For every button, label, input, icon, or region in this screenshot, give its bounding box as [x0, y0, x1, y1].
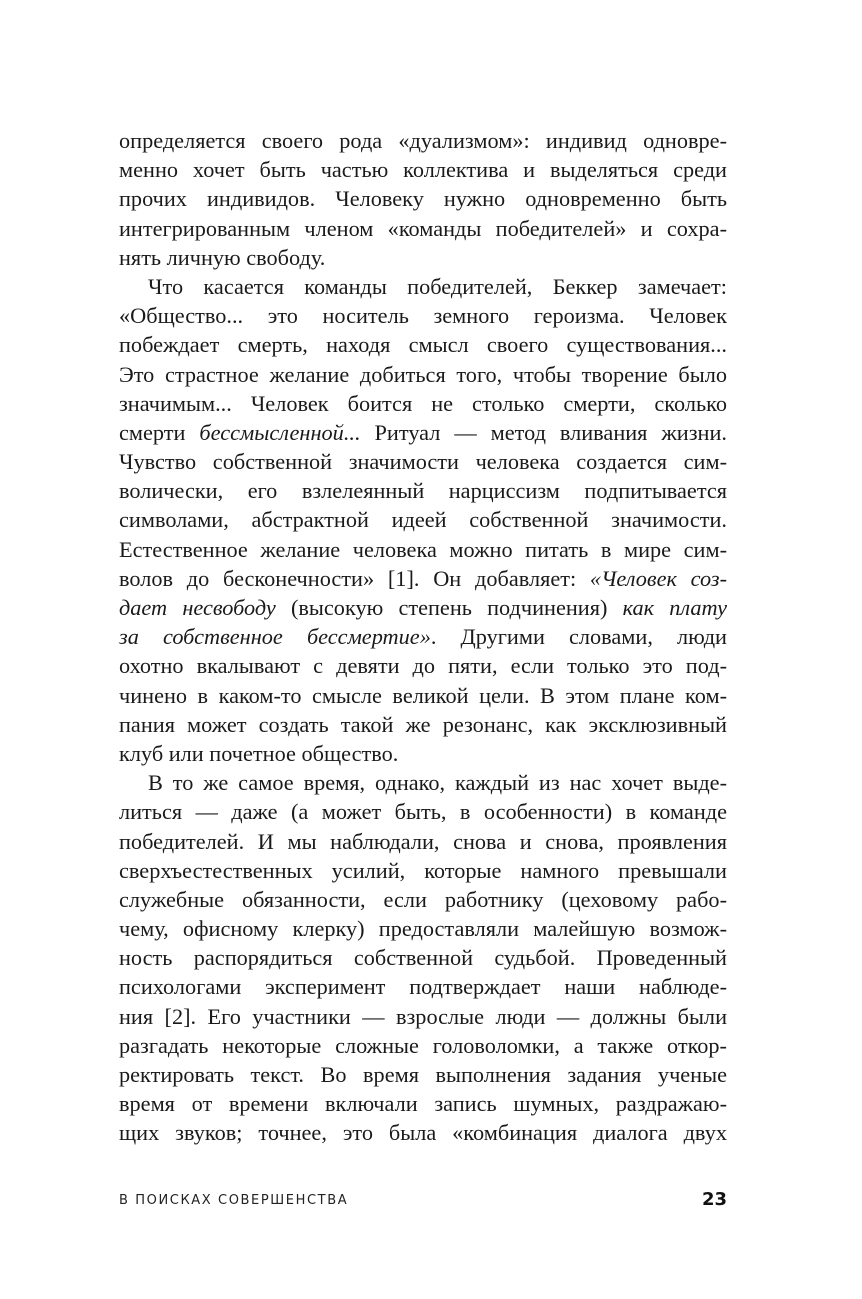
text-line	[119, 856, 727, 885]
text-segment: менно хочет быть частью коллектива и выделяться среди	[119, 157, 727, 183]
text-segment: время от времени включали запись шумных, раздражаю-	[119, 1091, 727, 1117]
text-segment: смерти	[119, 419, 200, 445]
text-segment: определяется своего рода «дуализмом»: индивид одновре-	[119, 128, 727, 153]
text-segment: ректировать текст. Во время выполнения задания ученые	[119, 1062, 727, 1087]
text-line	[119, 126, 727, 155]
text-line	[119, 447, 727, 476]
text-segment: чинено в каком-то смысле великой цели. В этом плане ком-	[119, 682, 727, 708]
text-segment: Ритуал — метод вливания жизни.	[360, 419, 727, 445]
text-segment: (высокую степень подчинения)	[275, 595, 623, 620]
text-segment: «Общество... это носитель земного героизма. Человек	[119, 303, 727, 329]
text-segment: интегрированным членом «команды победителей» и сохра-	[119, 215, 727, 241]
text-segment: охотно вкалывают с девяти до пяти, если только это под-	[119, 653, 727, 679]
text-segment: пания может создать такой же резонанс, как эксклюзивный	[119, 711, 727, 737]
text-segment: В то же самое время, однако, каждый из нас хочет выде-	[148, 770, 727, 796]
text-segment: победителей. И мы наблюдали, снова и снова, проявления	[119, 828, 727, 854]
text-line	[119, 1002, 727, 1031]
text-line	[119, 797, 727, 826]
text-segment: служебные обязанности, если работнику (цеховому рабо-	[119, 886, 727, 912]
text-line	[119, 681, 727, 710]
page-footer	[119, 1189, 727, 1213]
italic-text: бессмысленной...	[199, 419, 361, 445]
text-segment: Чувство собственной значимости человека создается сим-	[119, 449, 727, 475]
text-line	[119, 214, 727, 243]
text-line	[119, 768, 727, 797]
text-line	[119, 710, 727, 739]
text-line	[119, 564, 727, 593]
text-line	[119, 389, 727, 418]
text-segment: прочих индивидов. Человеку нужно одновременно быть	[119, 186, 727, 212]
text-line	[119, 739, 727, 768]
text-segment: Что касается команды победителей, Беккер замечает:	[148, 273, 727, 299]
text-line	[119, 155, 727, 184]
text-segment: побеждает смерть, находя смысл своего существования...	[119, 332, 727, 358]
text-line	[119, 622, 727, 651]
text-line	[119, 1089, 727, 1118]
text-segment: волов до бесконечности» [1]. Он добавляет:	[119, 565, 590, 591]
text-line	[119, 651, 727, 680]
page-number: 23	[701, 1189, 727, 1210]
text-segment: литься — даже (а может быть, в особенности) в команде	[119, 799, 727, 825]
text-line	[119, 243, 727, 272]
text-segment: чему, офисному клерку) предоставляли малейшую возмож-	[119, 916, 727, 942]
text-segment: психологами эксперимент подтверждает наши наблюде-	[119, 974, 727, 1000]
text-segment: символами, абстрактной идеей собственной значимости.	[119, 507, 727, 533]
text-segment: ность распорядиться собственной судьбой. Проведенный	[119, 945, 727, 971]
text-line	[119, 360, 727, 389]
text-line	[119, 885, 727, 914]
body-text	[119, 126, 727, 1148]
text-line	[119, 1031, 727, 1060]
text-line	[119, 505, 727, 534]
italic-text: за собственное бессмертие»	[119, 624, 431, 650]
text-segment: клуб или почетное общество.	[119, 740, 399, 766]
running-head: В ПОИСКАХ СОВЕРШЕНСТВА	[119, 1193, 349, 1208]
text-line	[119, 827, 727, 856]
italic-text: как плату	[622, 595, 727, 620]
text-line	[119, 1060, 727, 1089]
text-segment: волически, его взлелеянный нарциссизм подпитывается	[119, 478, 727, 504]
italic-text: дает несвободу	[119, 595, 276, 620]
text-line	[119, 943, 727, 972]
text-line	[119, 418, 727, 447]
text-segment: сверхъестественных усилий, которые намного превышали	[119, 857, 727, 883]
text-line	[119, 330, 727, 359]
text-segment: щих звуков; точнее, это была «комбинация диалога двух	[119, 1120, 727, 1146]
text-line	[119, 972, 727, 1001]
text-line	[119, 272, 727, 301]
italic-text: «Человек соз-	[589, 565, 727, 591]
text-segment: Естественное желание человека можно питать в мире сим-	[119, 536, 727, 562]
text-segment: . Другими словами, люди	[430, 624, 727, 650]
text-line	[119, 914, 727, 943]
text-segment: нять личную свободу.	[119, 244, 326, 270]
text-line	[119, 184, 727, 213]
text-line	[119, 476, 727, 505]
text-segment: Это страстное желание добиться того, чтобы творение было	[119, 361, 727, 387]
text-line	[119, 593, 727, 622]
text-line	[119, 535, 727, 564]
text-line	[119, 1118, 727, 1147]
text-segment: значимым... Человек боится не столько смерти, сколько	[119, 390, 727, 416]
text-segment: разгадать некоторые сложные головоломки, а также откор-	[119, 1032, 727, 1058]
text-line	[119, 301, 727, 330]
text-segment: ния [2]. Его участники — взрослые люди — должны были	[119, 1003, 727, 1029]
